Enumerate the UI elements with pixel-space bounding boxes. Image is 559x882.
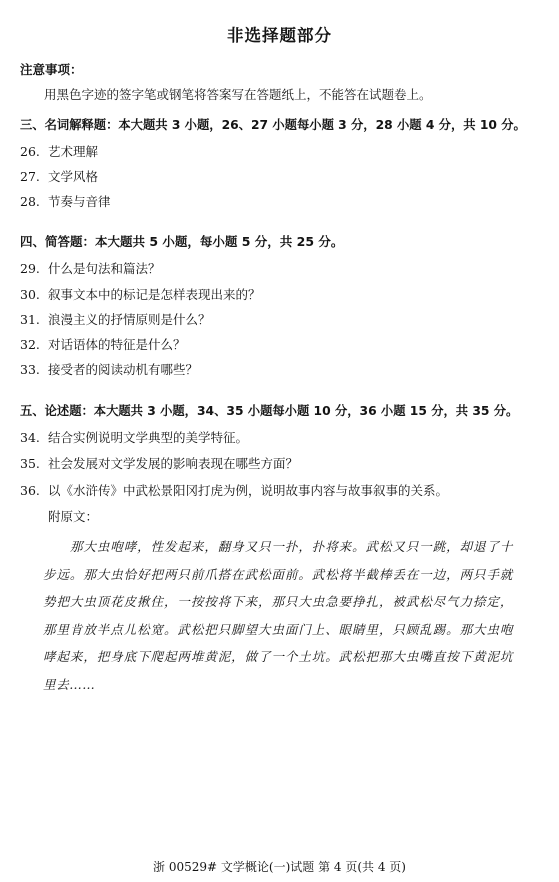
question-number: 33. — [20, 362, 40, 377]
question-item — [20, 456, 298, 472]
question-item — [20, 287, 261, 303]
question-number: 36. — [20, 483, 40, 498]
question-item — [20, 362, 198, 378]
question-number: 29. — [20, 261, 40, 276]
page-footer: 浙 00529# 文学概论(一)试题 第 4 页(共 4 页) — [153, 860, 406, 874]
question-text: 节奏与音律 — [48, 194, 111, 209]
question-number: 28. — [20, 194, 40, 209]
question-text: 结合实例说明文学典型的美学特征。 — [48, 430, 249, 445]
question-item — [20, 169, 98, 185]
question-number: 32. — [20, 337, 40, 352]
question-text: 对话语体的特征是什么？ — [48, 337, 186, 352]
page-title: 非选择题部分 — [227, 26, 332, 45]
question-number: 27. — [20, 169, 40, 184]
question-number: 35. — [20, 456, 40, 471]
question-text: 艺术理解 — [48, 144, 99, 159]
question-text: 文学风格 — [48, 169, 99, 184]
question-item — [20, 312, 211, 328]
source-passage: 那大虫咆哮，性发起来，翻身又只一扑，扑将来。武松又只一跳，却退了十步远。那大虫恰好把两只前爪搭在武松面前。武松将半截棒丢在一边，两只手就势把大虫顶花皮揪住，一按按将下来，那只大虫急要挣扎，被武松尽气力捺定，那里肯放半点儿松宽。武松把只脚望大虫面门上、眼睛里，只顾乱踢。那大虫咆哮起来，把身底下爬起两堆黄泥，做了一个土坑。武松把那大虫嘴直按下黄泥坑里去…… — [43, 539, 513, 692]
question-number: 26. — [20, 144, 40, 159]
question-text: 什么是句法和篇法？ — [48, 261, 161, 276]
question-item — [20, 430, 248, 446]
attachment-label: 附原文： — [48, 509, 99, 524]
question-text: 社会发展对文学发展的影响表现在哪些方面？ — [48, 456, 299, 471]
question-number: 34. — [20, 430, 40, 445]
question-text: 接受者的阅读动机有哪些？ — [48, 362, 199, 377]
notice-heading: 注意事项： — [20, 62, 83, 77]
question-text: 浪漫主义的抒情原则是什么？ — [48, 312, 211, 327]
question-text: 以《水浒传》中武松景阳冈打虎为例，说明故事内容与故事叙事的关系。 — [48, 483, 449, 498]
question-number: 31. — [20, 312, 40, 327]
question-text: 叙事文本中的标记是怎样表现出来的？ — [48, 287, 261, 302]
section-3-heading: 三、名词解释题：本大题共 3 小题，26、27 小题每小题 3 分，28 小题 4 分，共 10 分。 — [20, 118, 526, 132]
section-4-heading: 四、简答题：本大题共 5 小题，每小题 5 分，共 25 分。 — [20, 234, 344, 249]
question-item — [20, 337, 186, 353]
question-item — [20, 261, 161, 277]
question-item — [20, 483, 448, 499]
notice-text: 用黑色字迹的签字笔或钢笔将答案写在答题纸上，不能答在试题卷上。 — [44, 87, 432, 102]
question-item — [20, 144, 98, 160]
question-item — [20, 194, 111, 210]
question-number: 30. — [20, 287, 40, 302]
section-5-heading: 五、论述题：本大题共 3 小题，34、35 小题每小题 10 分，36 小题 15 分，共 35 分。 — [20, 404, 519, 418]
